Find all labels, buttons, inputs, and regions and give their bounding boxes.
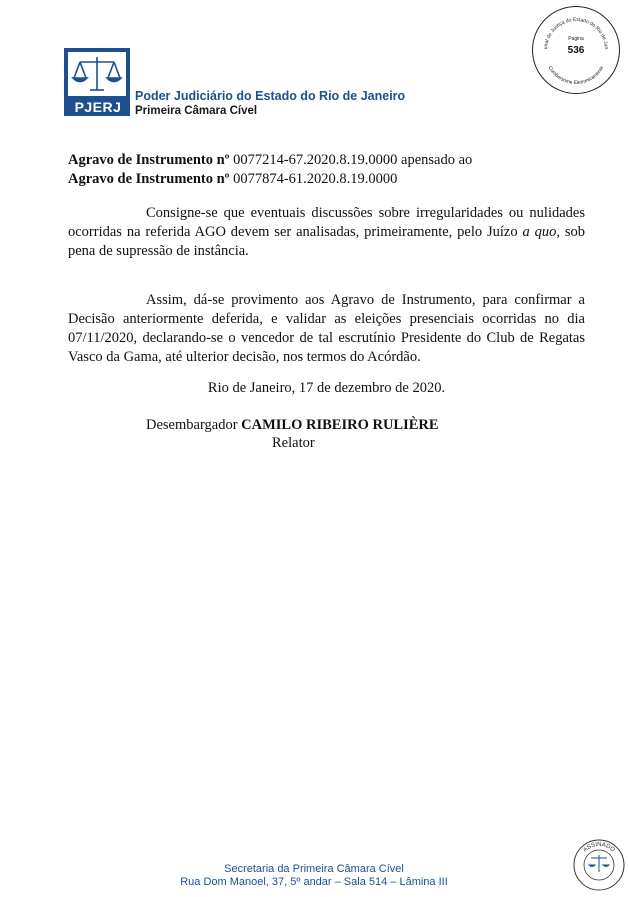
case-reference-1 (68, 151, 472, 169)
court-name: Poder Judiciário do Estado do Rio de Janeiro (135, 89, 406, 103)
chamber-name: Primeira Câmara Cível (135, 105, 258, 117)
svg-text:Tribunal de Justiça do Estado (533, 7, 609, 50)
signature-title: Desembargador (146, 417, 238, 433)
paragraph-1-italic: a quo (522, 224, 557, 240)
seal-text: ASSINADO (582, 841, 616, 854)
paragraph-1-tail: , sob pena de supressão de instância. (68, 224, 585, 259)
logo-text: PJERJ (74, 99, 122, 115)
stamp-page-number: 536 (567, 45, 585, 56)
case-reference-2 (68, 170, 397, 188)
signature-role: Relator (272, 435, 315, 451)
case-number: 0077874-61.2020.8.19.0000 (229, 171, 398, 187)
case-label: Agravo de Instrumento nº (68, 171, 230, 187)
svg-text:Cumbersome Eletronicamente (547, 65, 606, 86)
signature-name: CAMILO RIBEIRO RULIÈRE (241, 417, 439, 433)
paragraph-1 (68, 204, 585, 261)
page-stamp (532, 6, 620, 94)
footer-address: Rua Dom Manoel, 37, 5º andar – Sala 514 – Lâmina III (180, 876, 448, 888)
paragraph-1-text: Consigne-se que eventuais discussões sobre irregularidades ou nulidades ocorridas na referida AGO devem ser analisadas, primeiramente, pelo Juízo (68, 205, 585, 240)
paragraph-2: Assim, dá-se provimento aos Agravo de Instrumento, para confirmar a Decisão anteriormente deferida, e validar as eleições presenciais ocorridas no dia 07/11/2020, declarando-se o vencedor de tal escrutínio Presidente do Club de Regatas Vasco da Gama, até ulterior decisão, nos termos do Acórdão. (68, 292, 585, 365)
signature-line (146, 416, 439, 434)
case-label: Agravo de Instrumento nº (68, 152, 230, 168)
footer-secretariat: Secretaria da Primeira Câmara Cível (224, 863, 404, 875)
stamp-arc-bottom: Cumbersome Eletronicamente (546, 65, 606, 87)
case-number: 0077214-67.2020.8.19.0000 apensado ao (229, 152, 473, 168)
stamp-arc-top: unal de Justiça do Estado do Rio de Jan (542, 16, 610, 50)
stamp-page-label: Pagina (568, 36, 584, 42)
date-line: Rio de Janeiro, 17 de dezembro de 2020. (207, 380, 446, 396)
signature-seal (572, 838, 626, 892)
